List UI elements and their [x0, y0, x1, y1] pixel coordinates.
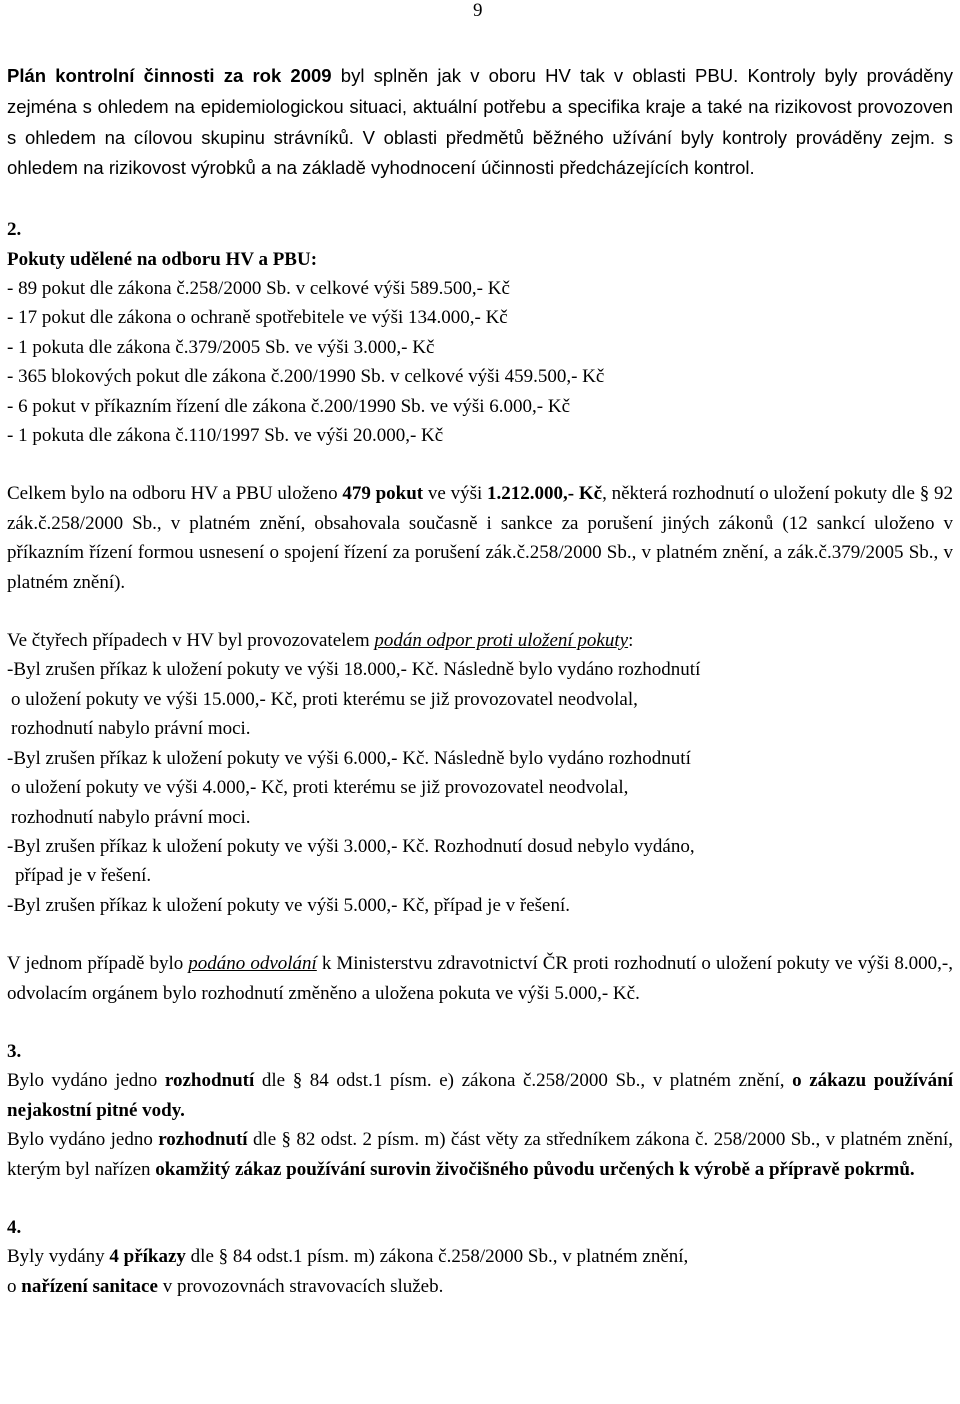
appeal-phrase: podáno odvolání: [188, 953, 317, 975]
intro-bold-lead: Plán kontrolní činnosti za rok 2009: [7, 65, 332, 86]
fine-item: - 17 pokut dle zákona o ochraně spotřebitele ve výši 134.000,- Kč: [7, 307, 508, 329]
orders-line-2: o nařízení sanitace v provozovnách stravovacích služeb.: [7, 1275, 444, 1297]
objection-line: -Byl zrušen příkaz k uložení pokuty ve výši 5.000,- Kč, případ je v řešení.: [7, 894, 570, 916]
orders-line-1: Byly vydány 4 příkazy dle § 84 odst.1 písm. m) zákona č.258/2000 Sb., v platném znění,: [7, 1246, 689, 1268]
page-number: 9: [473, 0, 483, 21]
section-2-number: 2.: [7, 219, 22, 241]
objection-line: rozhodnutí nabylo právní moci.: [11, 806, 251, 828]
fine-item: - 89 pokut dle zákona č.258/2000 Sb. v celkové výši 589.500,- Kč: [7, 278, 510, 299]
intro-body: Kontroly byly prováděny zejména s ohledem na epidemiologickou situaci, aktuální potřebu a specifika kraje a také na rizikovost provozoven s ohledem na cílovou skupinu strávníků. V oblasti předmětů běžného užívání byly kontroly prováděny zejm. s ohledem na rizikovost výrobků a na základě vyhodnocení účinnosti předcházejících kontrol.: [7, 65, 953, 179]
section-3-number: 3.: [7, 1040, 22, 1062]
fine-item: - 1 pokuta dle zákona č.379/2005 Sb. ve výši 3.000,- Kč: [7, 336, 435, 358]
section-4-number: 4.: [7, 1216, 22, 1238]
decision-1-subject: o zákazu používání nejakostní pitné vody.: [7, 1070, 953, 1121]
decision-2-subject: okamžitý zákaz používání surovin živočišného původu určených k výrobě a přípravě pokrmů.: [155, 1158, 915, 1180]
objection-line: o uložení pokuty ve výši 4.000,- Kč, proti kterému se již provozovatel neodvolal,: [11, 777, 629, 799]
objection-line: -Byl zrušen příkaz k uložení pokuty ve výši 3.000,- Kč. Rozhodnutí dosud nebylo vydáno,: [7, 835, 695, 857]
orders-count: 4 příkazy: [109, 1246, 186, 1268]
fine-item: - 6 pokut v příkazním řízení dle zákona č.200/1990 Sb. ve výši 6.000,- Kč: [7, 395, 571, 417]
section-2-heading: Pokuty udělené na odboru HV a PBU:: [7, 248, 318, 270]
intro-lead-rest: byl splněn jak v oboru HV tak v oblasti PBU.: [331, 65, 739, 86]
total-fines-count: 479 pokut: [342, 483, 424, 505]
objection-phrase: podán odpor proti uložení pokuty: [374, 630, 629, 652]
objection-line: o uložení pokuty ve výši 15.000,- Kč, proti kterému se již provozovatel neodvolal,: [11, 688, 638, 710]
objection-line: rozhodnutí nabylo právní moci.: [11, 718, 251, 740]
fines-list: [7, 274, 953, 450]
fine-item: - 365 blokových pokut dle zákona č.200/1990 Sb. v celkové výši 459.500,- Kč: [7, 366, 605, 388]
decision-paragraph-2: Bylo vydáno jedno rozhodnutí dle § 82 odst. 2 písm. m) část věty za středníkem zákona č. 258/2000 Sb., v platném znění, kterým byl nařízen okamžitý zákaz používání surovin živočišného původu určených k výrobě a přípravě pokrmů.: [7, 1129, 953, 1180]
decision-paragraph-1: Bylo vydáno jedno rozhodnutí dle § 84 odst.1 písm. e) zákona č.258/2000 Sb., v platném znění, o zákazu používání nejakostní pitné vody.: [7, 1070, 953, 1121]
fines-total-paragraph: Celkem bylo na odboru HV a PBU uloženo 479 pokut ve výši 1.212.000,- Kč, některá rozhodnutí o uložení pokuty dle § 92 zák.č.258/2000 Sb., v platném znění, obsahovala současně i sankce za porušení jiných zákonů (12 sankcí uloženo v příkazním řízení formou usnesení o spojení řízení za porušení zák.č.258/2000 Sb., v platném znění, a zák.č.379/2005 Sb., v platném znění).: [7, 483, 954, 593]
objection-line: -Byl zrušen příkaz k uložení pokuty ve výši 18.000,- Kč. Následně bylo vydáno rozhodnutí: [7, 659, 701, 681]
objection-list: [7, 655, 953, 920]
sanitation-order: nařízení sanitace: [21, 1275, 158, 1297]
total-fines-amount: 1.212.000,- Kč: [487, 483, 603, 505]
objection-line: -Byl zrušen příkaz k uložení pokuty ve výši 6.000,- Kč. Následně bylo vydáno rozhodnutí: [7, 747, 691, 769]
objection-line: případ je v řešení.: [15, 865, 152, 887]
intro-paragraph: [7, 61, 953, 184]
objection-intro: Ve čtyřech případech v HV byl provozovatelem podán odpor proti uložení pokuty:: [7, 630, 634, 652]
appeal-paragraph: V jednom případě bylo podáno odvolání k Ministerstvu zdravotnictví ČR proti rozhodnutí o uložení pokuty ve výši 8.000,-, odvolacím orgánem bylo rozhodnutí změněno a uložena pokuta ve výši 5.000,- Kč.: [7, 953, 953, 1004]
fine-item: - 1 pokuta dle zákona č.110/1997 Sb. ve výši 20.000,- Kč: [7, 425, 444, 447]
